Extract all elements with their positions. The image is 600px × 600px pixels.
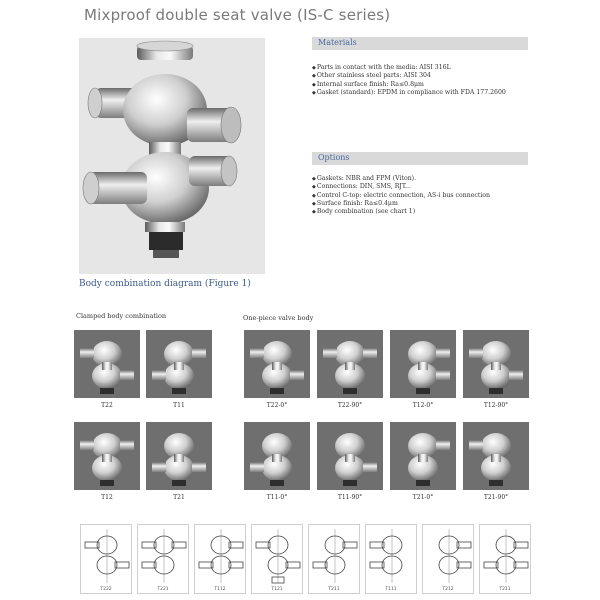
onepiece-label: T12-0° bbox=[412, 402, 434, 409]
drawing-sketch bbox=[81, 525, 133, 587]
drawing-cell bbox=[80, 524, 132, 594]
drawing-sketch bbox=[252, 525, 304, 587]
drawing-cell bbox=[308, 524, 360, 594]
onepiece-label: T21-0° bbox=[412, 494, 434, 501]
drawing-cell bbox=[251, 524, 303, 594]
drawing-label: T211 bbox=[499, 587, 511, 592]
clamped-group-label: Clamped body combination bbox=[76, 312, 167, 320]
page-title: Mixproof double seat valve (IS-C series) bbox=[84, 6, 391, 24]
onepiece-photo-t11-0 bbox=[244, 422, 310, 490]
drawing-label: T221 bbox=[157, 587, 169, 592]
options-item: ◆ Surface finish: Ra≤0.4μm bbox=[312, 200, 542, 208]
onepiece-label: T21-90° bbox=[483, 494, 509, 501]
drawing-cell bbox=[365, 524, 417, 594]
clamped-photo-t11 bbox=[146, 330, 212, 398]
figure-caption: Body combination diagram (Figure 1) bbox=[79, 279, 251, 289]
clamped-label: T11 bbox=[173, 402, 185, 409]
onepiece-label: T22-0° bbox=[266, 402, 288, 409]
materials-heading: Materials bbox=[312, 37, 528, 50]
clamped-label: T21 bbox=[173, 494, 185, 501]
drawing-cell bbox=[422, 524, 474, 594]
drawing-cell bbox=[137, 524, 189, 594]
options-item: ◆ Body combination (see chart 1) bbox=[312, 208, 542, 216]
options-item: ◆ Connections: DIN, SMS, RJT... bbox=[312, 183, 542, 191]
onepiece-photo-t21-90 bbox=[463, 422, 529, 490]
drawing-label: T212 bbox=[442, 587, 454, 592]
drawing-label: T211 bbox=[328, 587, 340, 592]
drawing-cell bbox=[479, 524, 531, 594]
drawing-sketch bbox=[195, 525, 247, 587]
options-list bbox=[312, 175, 542, 216]
options-heading: Options bbox=[312, 152, 528, 165]
onepiece-photo-t21-0 bbox=[390, 422, 456, 490]
drawing-sketch bbox=[138, 525, 190, 587]
clamped-photo-t22 bbox=[74, 330, 140, 398]
drawing-label: T112 bbox=[214, 587, 226, 592]
onepiece-label: T22-90° bbox=[337, 402, 363, 409]
materials-item: ◆ Internal surface finish: Ra≤0.8μm bbox=[312, 81, 542, 89]
onepiece-photo-t12-0 bbox=[390, 330, 456, 398]
options-item: ◆ Gaskets: NBR and FPM (Viton). bbox=[312, 175, 542, 183]
onepiece-group-label: One-piece valve body bbox=[243, 314, 314, 322]
onepiece-photo-t12-90 bbox=[463, 330, 529, 398]
drawing-sketch bbox=[480, 525, 532, 587]
onepiece-photo-t11-90 bbox=[317, 422, 383, 490]
clamped-photo-t12 bbox=[74, 422, 140, 490]
drawing-sketch bbox=[423, 525, 475, 587]
materials-item: ◆ Other stainless steel parts: AISI 304 bbox=[312, 72, 542, 80]
drawing-label: T111 bbox=[385, 587, 397, 592]
onepiece-photo-t22-90 bbox=[317, 330, 383, 398]
clamped-label: T12 bbox=[101, 494, 113, 501]
options-item: ◆ Control C-top: electric connection, AS-i bus connection bbox=[312, 192, 542, 200]
valve-photo bbox=[79, 38, 265, 274]
drawing-label: T222 bbox=[100, 587, 112, 592]
onepiece-photo-t22-0 bbox=[244, 330, 310, 398]
onepiece-label: T12-90° bbox=[483, 402, 509, 409]
drawing-sketch bbox=[366, 525, 418, 587]
valve-illustration bbox=[79, 38, 265, 274]
materials-list bbox=[312, 64, 542, 97]
drawing-label: T121 bbox=[271, 587, 283, 592]
drawing-sketch bbox=[309, 525, 361, 587]
onepiece-label: T11-90° bbox=[337, 494, 363, 501]
clamped-label: T22 bbox=[101, 402, 113, 409]
materials-item: ◆ Parts in contact with the media: AISI 316L bbox=[312, 64, 542, 72]
clamped-photo-t21 bbox=[146, 422, 212, 490]
onepiece-label: T11-0° bbox=[266, 494, 288, 501]
drawing-cell bbox=[194, 524, 246, 594]
materials-item: ◆ Gasket (standard): EPDM in compliance with FDA 177.2600 bbox=[312, 89, 542, 97]
